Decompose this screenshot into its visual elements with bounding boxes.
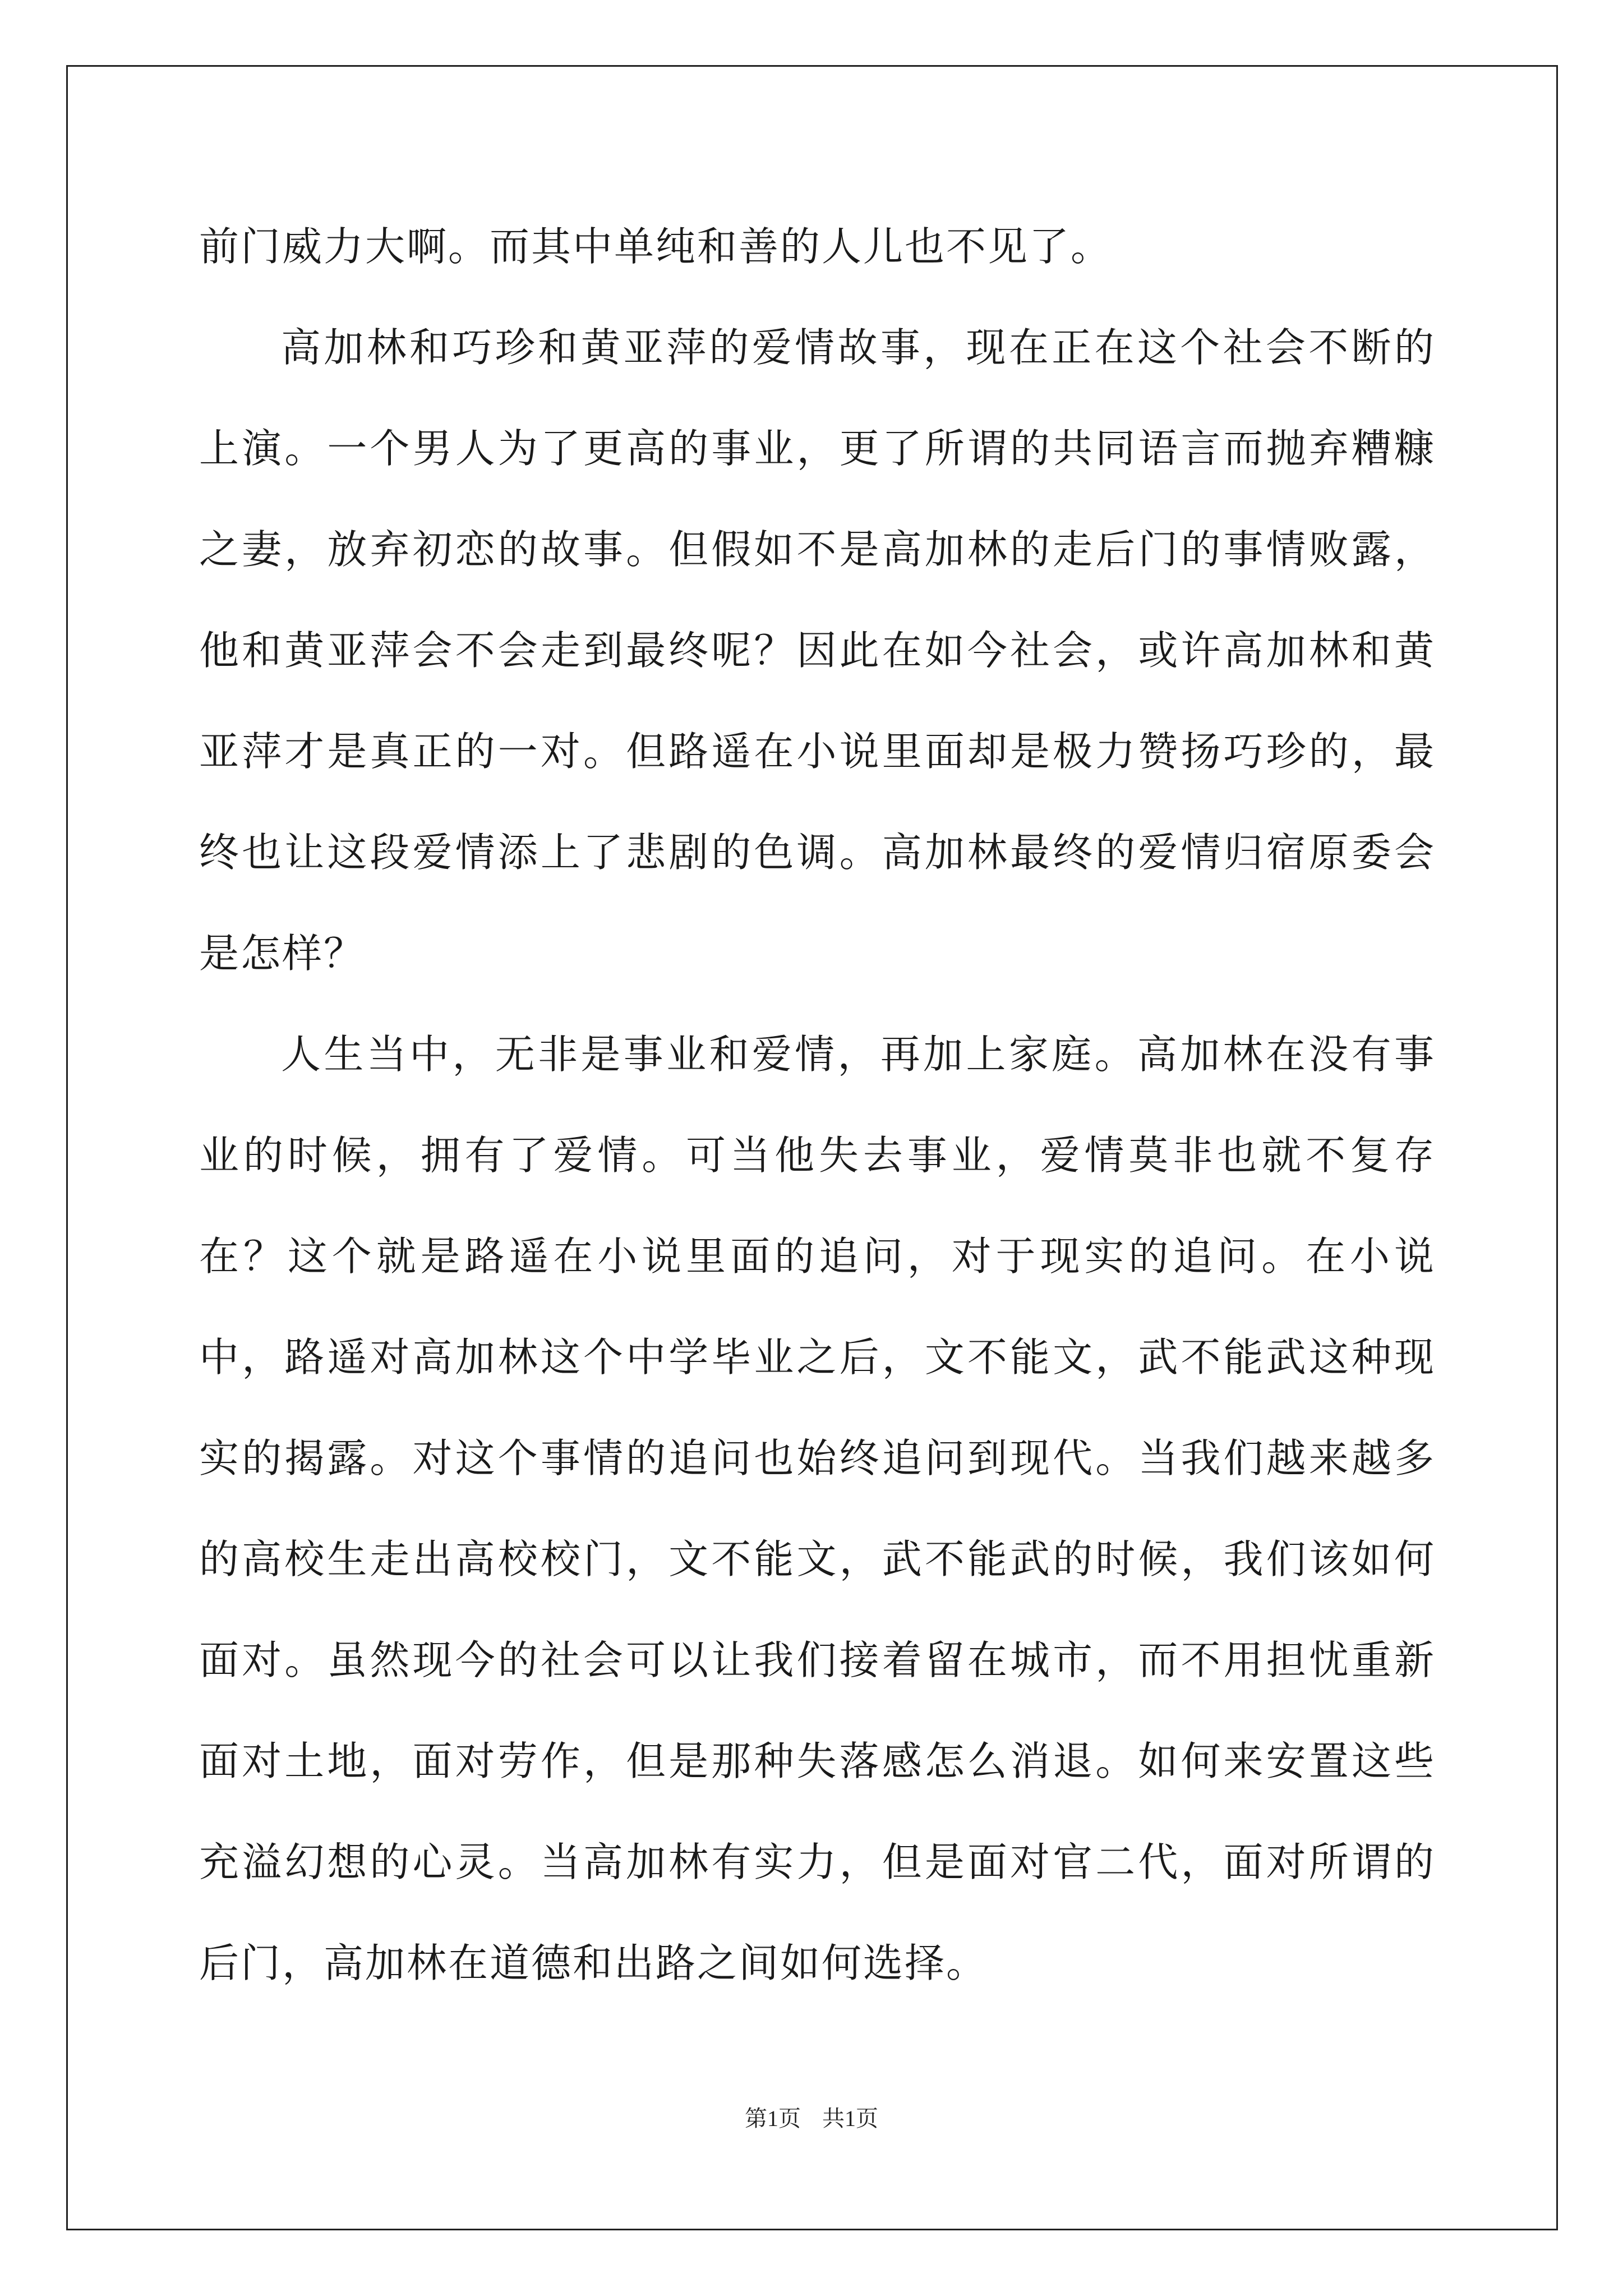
document-body	[199, 196, 1436, 2014]
paragraph-3: 人生当中，无非是事业和爱情，再加上家庭。高加林在没有事业的时候，拥有了爱情。可当他失去事业，爱情莫非也就不复存在？这个就是路遥在小说里面的追问，对于现实的追问。在小说中，路遥对高加林这个中学毕业之后，文不能文，武不能武这种现实的揭露。对这个事情的追问也始终追问到现代。当我们越来越多的高校生走出高校校门，文不能文，武不能武的时候，我们该如何面对。虽然现今的社会可以让我们接着留在城市，而不用担忧重新面对土地，面对劳作，但是那种失落感怎么消退。如何来安置这些充溢幻想的心灵。当高加林有实力，但是面对官二代，面对所谓的后门，高加林在道德和出路之间如何选择。	[199, 1031, 1436, 1986]
paragraph-2: 高加林和巧珍和黄亚萍的爱情故事，现在正在这个社会不断的上演。一个男人为了更高的事业，更了所谓的共同语言而抛弃糟糠之妻，放弃初恋的故事。但假如不是高加林的走后门的事情败露，他和黄亚萍会不会走到最终呢？因此在如今社会，或许高加林和黄亚萍才是真正的一对。但路遥在小说里面却是极力赞扬巧珍的，最终也让这段爱情添上了悲剧的色调。高加林最终的爱情归宿原委会是怎样？	[199, 324, 1436, 977]
paragraph-1: 前门威力大啊。而其中单纯和善的人儿也不见了。	[199, 223, 1113, 270]
page-footer	[0, 2101, 1623, 2133]
page-number-total: 共1页	[822, 2106, 878, 2131]
page-number-current: 第1页	[745, 2106, 801, 2131]
